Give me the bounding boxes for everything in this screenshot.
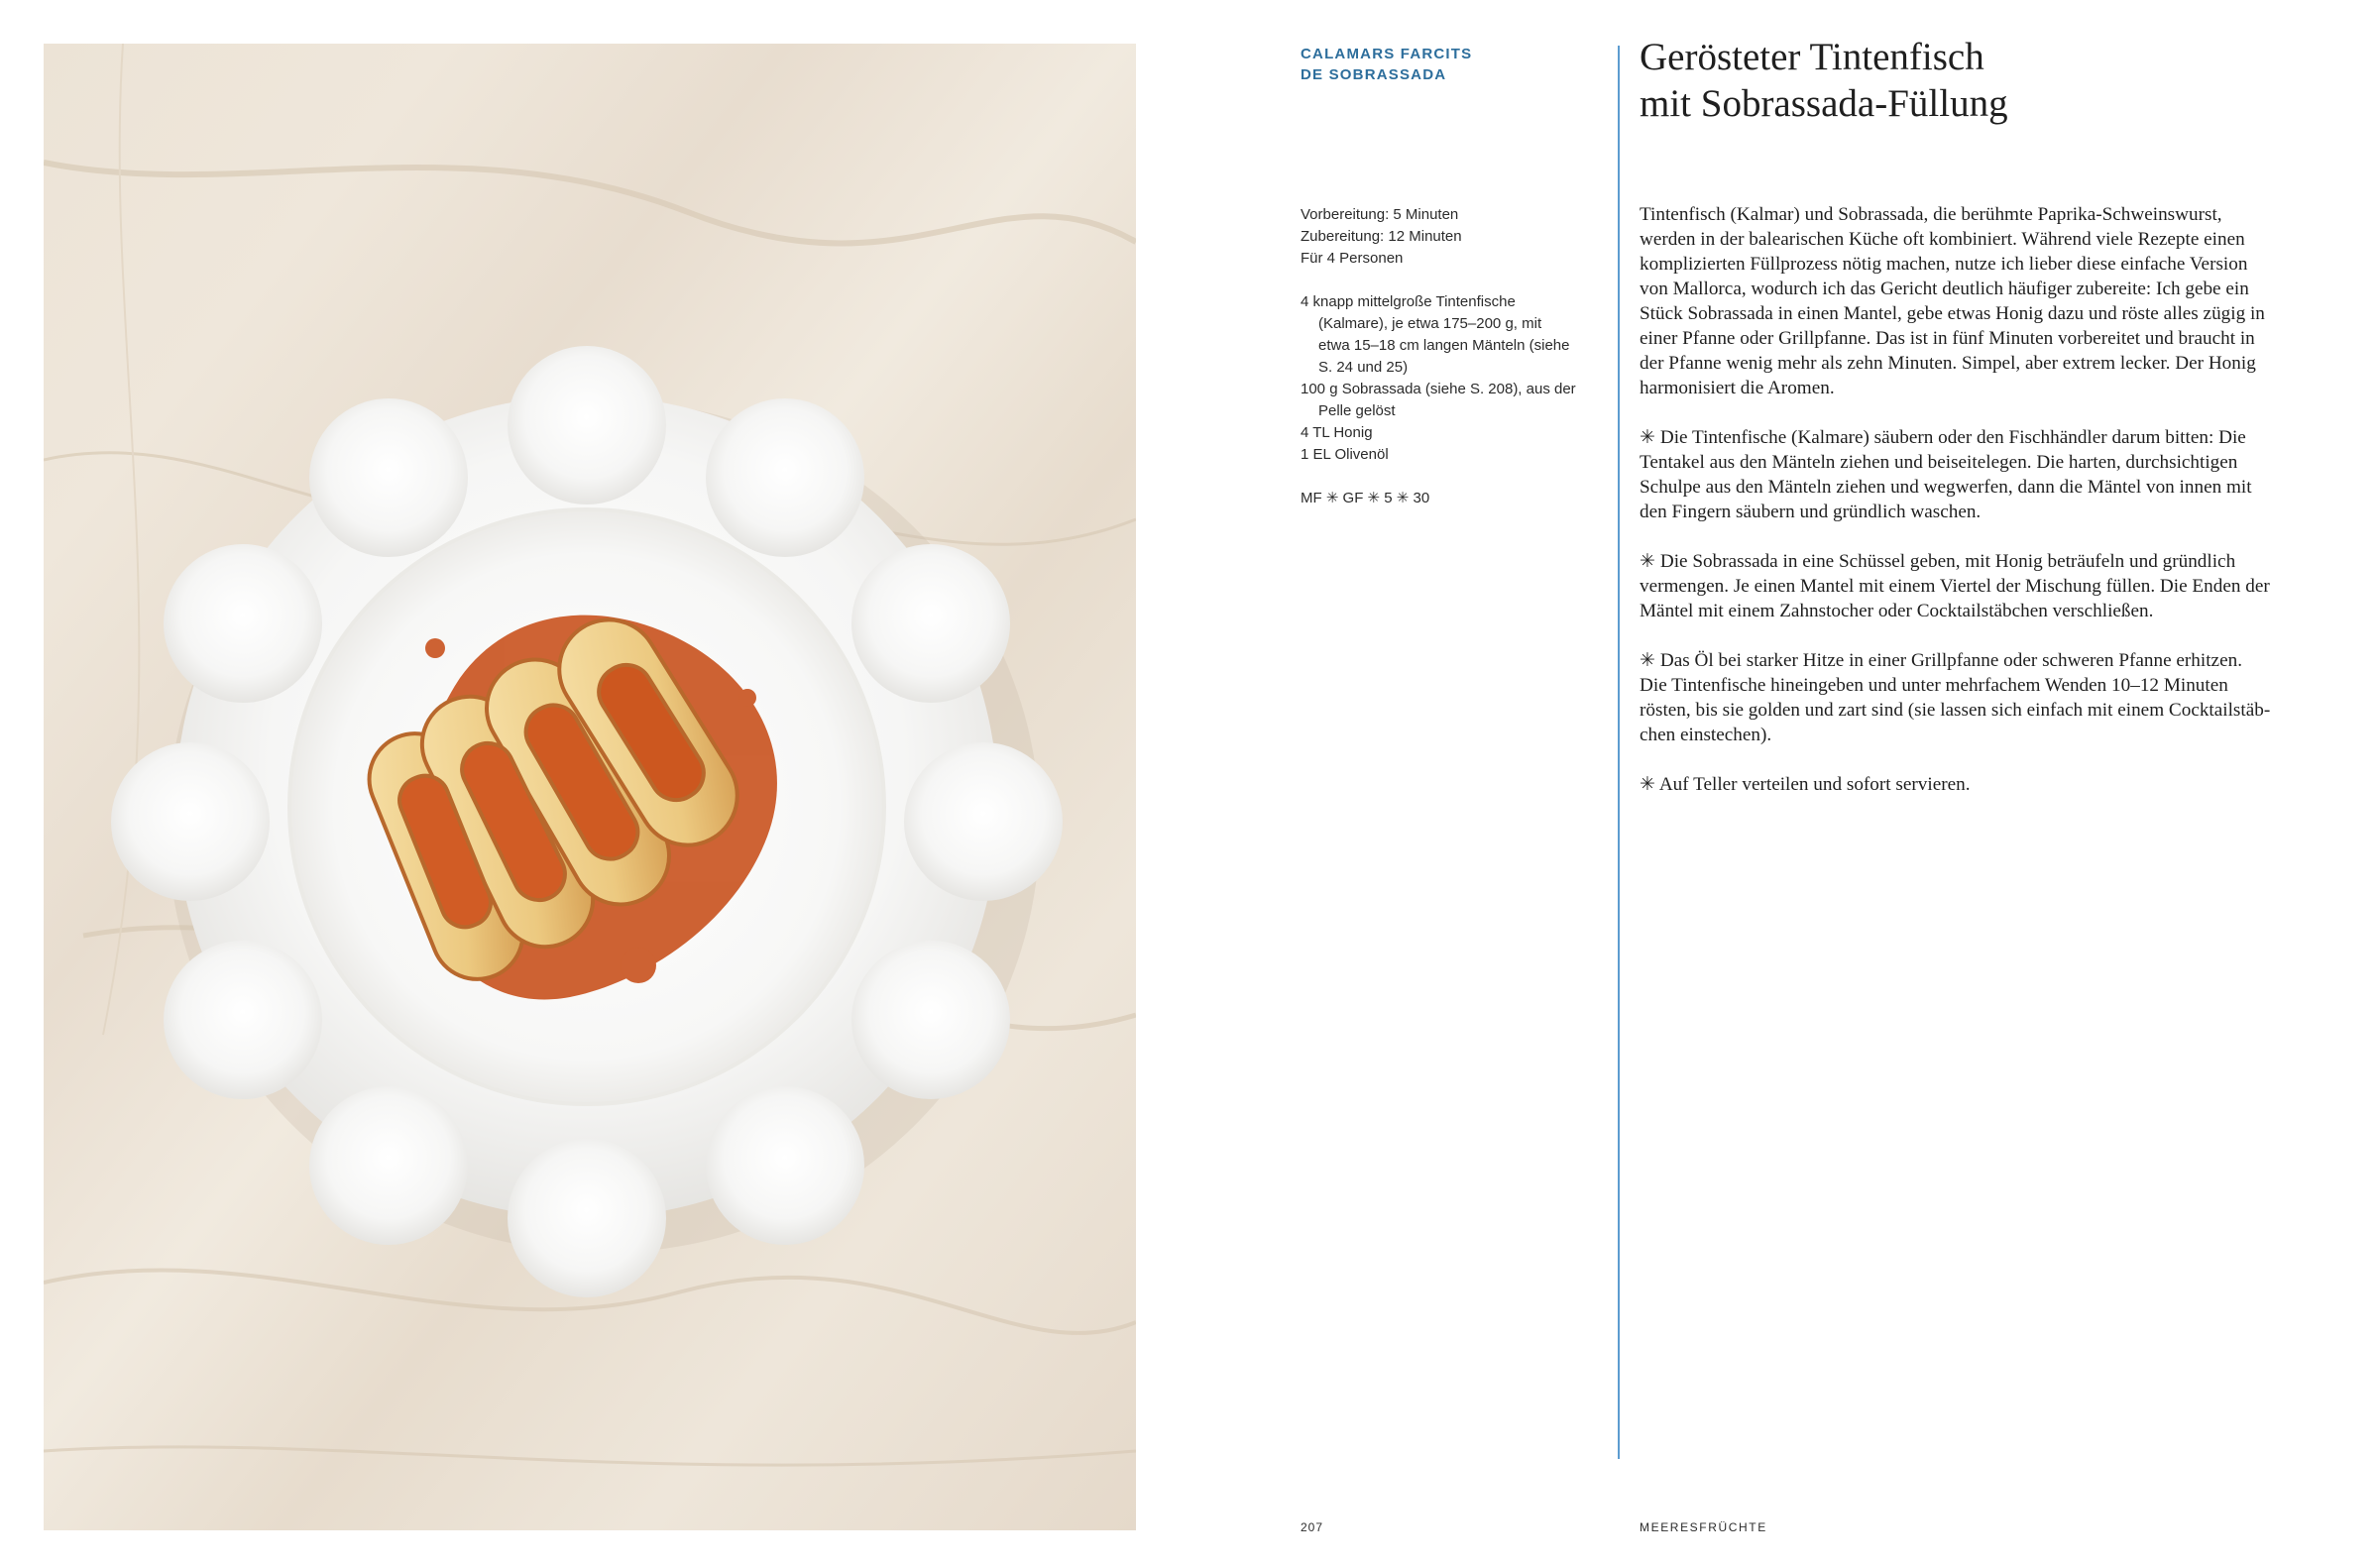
ingredient-list bbox=[1301, 291, 1598, 466]
method-step: ✳ Die Sobrassada in eine Schüssel geben, mit Honig beträufeln und gründlich vermengen. Je einen Mantel mit einem Viertel der Mischung füllen. Die Enden der Mäntel mit einem Zahnstocher oder Cocktailstäbchen verschließen. bbox=[1640, 551, 2270, 621]
method-step: ✳ Das Öl bei starker Hitze in einer Grillpfanne oder schweren Pfanne erhitzen. Die Tintenfische hineingeben und unter mehrfachem Wenden 10–12 Minuten rösten, bis sie golden und zart sind (sie lassen sich einfach mit einem Cocktailstäb- chen einstechen). bbox=[1640, 650, 2271, 745]
recipe-title bbox=[1640, 34, 2333, 127]
kicker-line: DE SOBRASSADA bbox=[1301, 66, 1447, 83]
title-line: mit Sobrassada-Füllung bbox=[1640, 82, 2008, 125]
kicker-line: CALAMARS FARCITS bbox=[1301, 46, 1473, 62]
column-divider bbox=[1618, 46, 1620, 1459]
servings: Für 4 Personen bbox=[1301, 250, 1404, 267]
section-label: MEERESFRÜCHTE bbox=[1640, 1520, 1767, 1534]
prep-time: Vorbereitung: 5 Minuten bbox=[1301, 206, 1459, 223]
ingredient-item: 100 g Sobrassada (siehe S. 208), aus der Pelle gelöst bbox=[1301, 381, 1576, 419]
recipe-meta bbox=[1301, 204, 1598, 509]
ingredient-item: 4 knapp mittelgroße Tintenfische (Kalmare), je etwa 175–200 g, mit etwa 15–18 cm langen Mänteln (siehe S. 24 und 25) bbox=[1301, 293, 1570, 376]
method-step: ✳ Die Tintenfische (Kalmare) säubern oder den Fischhändler darum bitten: Die Tentakel aus den Mänteln ziehen und beiseitelegen. Die harten, durchsichtigen Schulpe aus den Mänteln ziehen und wegwerfen, dann die Mäntel von innen mit den Fingern säubern und gründlich waschen. bbox=[1640, 427, 2252, 522]
recipe-photo bbox=[44, 44, 1136, 1530]
title-line: Gerösteter Tintenfisch bbox=[1640, 36, 1984, 78]
dietary-tags: MF ✳ GF ✳ 5 ✳ 30 bbox=[1301, 490, 1430, 506]
method-step: ✳ Auf Teller verteilen und sofort servieren. bbox=[1640, 774, 1971, 795]
recipe-original-title bbox=[1301, 44, 1519, 85]
recipe-body bbox=[1640, 202, 2345, 797]
ingredient-item: 4 TL Honig bbox=[1301, 424, 1373, 441]
page-number: 207 bbox=[1301, 1520, 1324, 1534]
intro-paragraph: Tintenfisch (Kalmar) und Sobrassada, die berühmte Paprika-Schweinswurst, werden in der balearischen Küche oft kombiniert. Während viele Rezepte einen komplizierten Füllprozess nötig machen, nutze ich lieber diese einfache Version von Mallorca, wodurch ich das Gericht deutlich häufiger zubereite: Ich gebe ein Stück Sobrassada in einen Mantel, gebe etwas Honig dazu und röste alles zügig in einer Pfanne oder Grillpfanne. Das ist in fünf Minuten vorbereitet und braucht in der Pfanne wenig mehr als zehn Minuten. Simpel, aber extrem lecker. Der Honig harmonisiert die Aromen. bbox=[1640, 204, 2265, 398]
photo-illustration bbox=[44, 44, 1136, 1530]
ingredient-item: 1 EL Olivenöl bbox=[1301, 446, 1389, 463]
cook-time: Zubereitung: 12 Minuten bbox=[1301, 228, 1462, 245]
